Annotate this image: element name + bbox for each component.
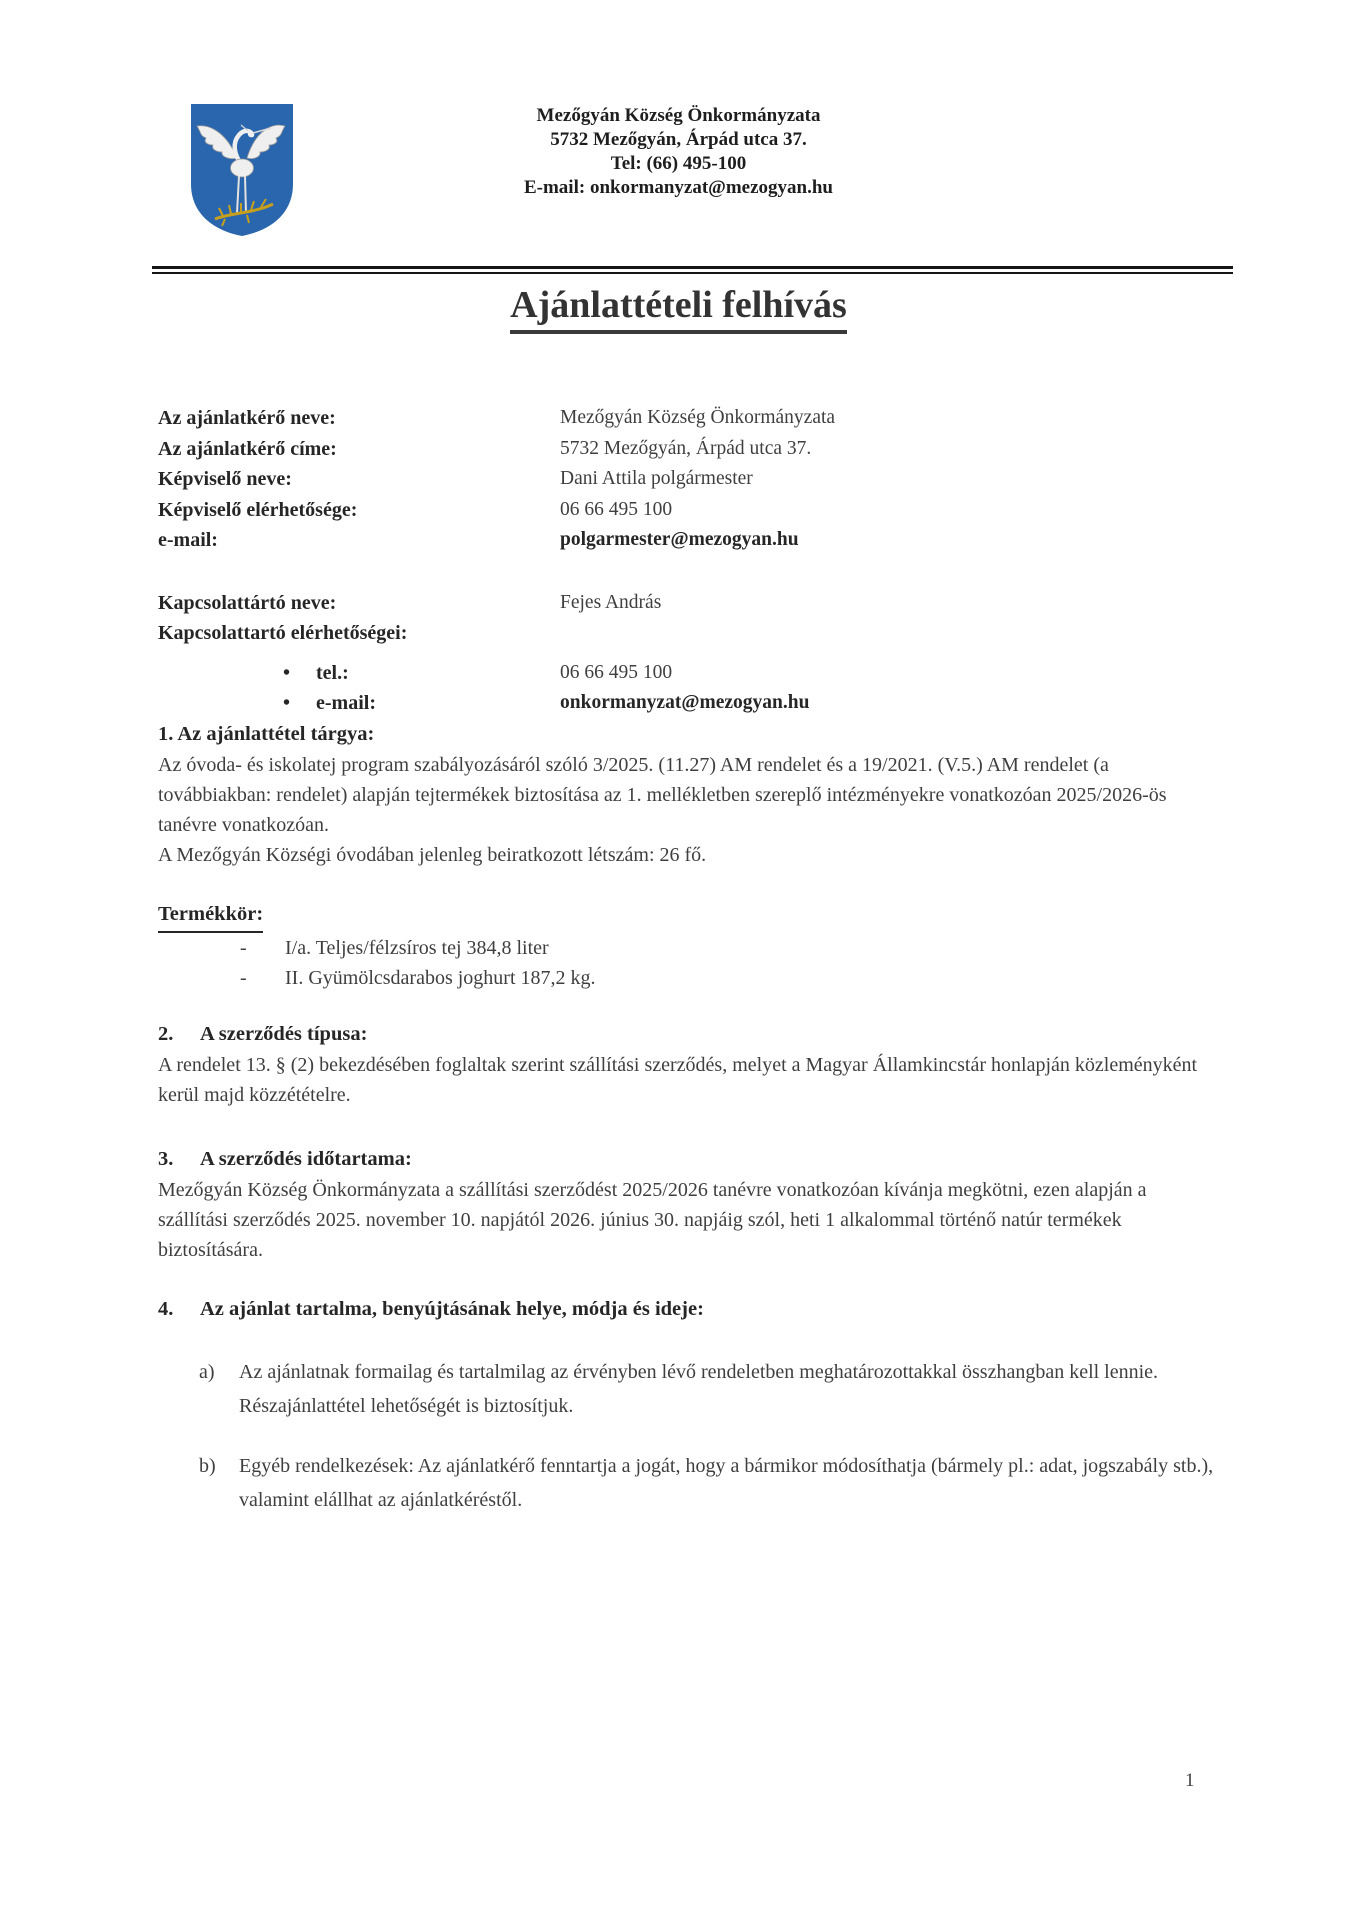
- section-4-item-b: [199, 1449, 1216, 1517]
- section-4-item-a: [199, 1355, 1216, 1423]
- detail-label: Kapcsolattártó neve:: [158, 591, 337, 614]
- detail-label: Az ajánlatkérő címe:: [158, 437, 337, 460]
- section-1-paragraph: Az óvoda- és iskolatej program szabályozásáról szóló 3/2025. (11.27) AM rendelet és a 19/2021. (V.5.) AM rendelet (a továbbiakban: rendelet) alapján tejtermékek biztosítása az 1. mellékletben szereplő intézményekre vonatkozóan 2025/2026-ös tanévre vonatkozóan.: [158, 753, 1167, 836]
- section-2-paragraph: A rendelet 13. § (2) bekezdésében foglaltak szerint szállítási szerződés, melyet a Magyar Államkincstár honlapján közleményként kerül majd közzétételre.: [158, 1053, 1198, 1106]
- bullet-icon: •: [283, 692, 291, 714]
- detail-label: Kapcsolattartó elérhetőségei:: [158, 622, 408, 644]
- detail-value: Dani Attila polgármester: [560, 468, 753, 489]
- bullet-item: [158, 658, 560, 689]
- section-number: 4.: [158, 1297, 174, 1320]
- letterhead-address: 5732 Mezőgyán, Árpád utca 37.: [550, 129, 807, 150]
- product-scope-heading: Termékkör:: [158, 898, 1216, 933]
- section-number: 3.: [158, 1147, 174, 1170]
- page-title: Ajánlattételi felhívás: [0, 283, 1357, 334]
- bullet-label: tel.:: [316, 661, 349, 684]
- bullet-item: [158, 688, 560, 719]
- header-divider: [152, 266, 1233, 274]
- bullet-icon: •: [283, 661, 291, 684]
- list-marker: b): [199, 1454, 216, 1477]
- page-number: 1: [1185, 1770, 1195, 1791]
- letterhead-phone: Tel: (66) 495-100: [610, 153, 747, 174]
- section-4-heading: 4. Az ajánlat tartalma, benyújtásának helye, módja és ideje:: [158, 1294, 1216, 1325]
- section-2-heading: 2. A szerződés típusa:: [158, 1019, 1216, 1050]
- bullet-value: 06 66 495 100: [560, 661, 673, 683]
- detail-label: Képviselő elérhetősége:: [158, 498, 358, 521]
- detail-value: 5732 Mezőgyán, Árpád utca 37.: [560, 437, 812, 459]
- product-item: [240, 963, 1216, 994]
- dash-icon: -: [240, 967, 247, 989]
- section-1-heading: 1. Az ajánlattétel tárgya:: [158, 722, 375, 745]
- section-3-heading: 3. A szerződés időtartama:: [158, 1144, 1216, 1175]
- detail-value: Fejes András: [560, 591, 662, 613]
- contact-details: [158, 588, 1216, 649]
- letterhead: [0, 104, 1357, 200]
- product-item-text: I/a. Teljes/félzsíros tej 384,8 liter: [285, 936, 549, 959]
- document-body: [158, 403, 1216, 1517]
- list-marker: a): [199, 1360, 215, 1383]
- detail-value: Mezőgyán Község Önkormányzata: [560, 407, 836, 428]
- contact-bullet-list: [158, 658, 1216, 719]
- section-3-paragraph: Mezőgyán Község Önkormányzata a szállítási szerződést 2025/2026 tanévre vonatkozóan kívánja megkötni, ezen alapján a szállítási szerződés 2025. november 10. napjától 2026. június 30. napjáig szól, heti 1 alkalommal történő natúr termékek biztosítására.: [158, 1178, 1147, 1261]
- detail-value: 06 66 495 100: [560, 498, 673, 520]
- list-item-text: Az ajánlatnak formailag és tartalmilag az érvényben lévő rendeletben meghatározottakkal összhangban kell lennie. Részajánlattétel lehetőségét is biztosítjuk.: [239, 1360, 1159, 1417]
- detail-value: [560, 618, 1216, 649]
- product-item-text: II. Gyümölcsdarabos joghurt 187,2 kg.: [285, 967, 596, 989]
- detail-value-email: polgarmester@mezogyan.hu: [560, 529, 799, 550]
- list-item-text: Egyéb rendelkezések: Az ajánlatkérő fenntartja a jogát, hogy a bármikor módosíthatja (bármely pl.: adat, jogszabály stb.), valamint elállhat az ajánlatkéréstől.: [239, 1454, 1214, 1511]
- section-1-enrollment: A Mezőgyán Községi óvodában jelenleg beiratkozott létszám: 26 fő.: [158, 843, 707, 866]
- bullet-value-email: onkormanyzat@mezogyan.hu: [560, 692, 810, 713]
- product-item: [240, 933, 1216, 964]
- detail-label: e-mail:: [158, 529, 218, 551]
- bullet-label: e-mail:: [316, 692, 376, 714]
- letterhead-email: E-mail: onkormanyzat@mezogyan.hu: [523, 177, 833, 198]
- letterhead-org-name: Mezőgyán Község Önkormányzata: [536, 105, 821, 126]
- detail-label: Az ajánlatkérő neve:: [158, 407, 336, 429]
- dash-icon: -: [240, 936, 247, 959]
- detail-label: Képviselő neve:: [158, 468, 292, 490]
- section-number: 2.: [158, 1022, 174, 1045]
- requester-details: [158, 403, 1216, 556]
